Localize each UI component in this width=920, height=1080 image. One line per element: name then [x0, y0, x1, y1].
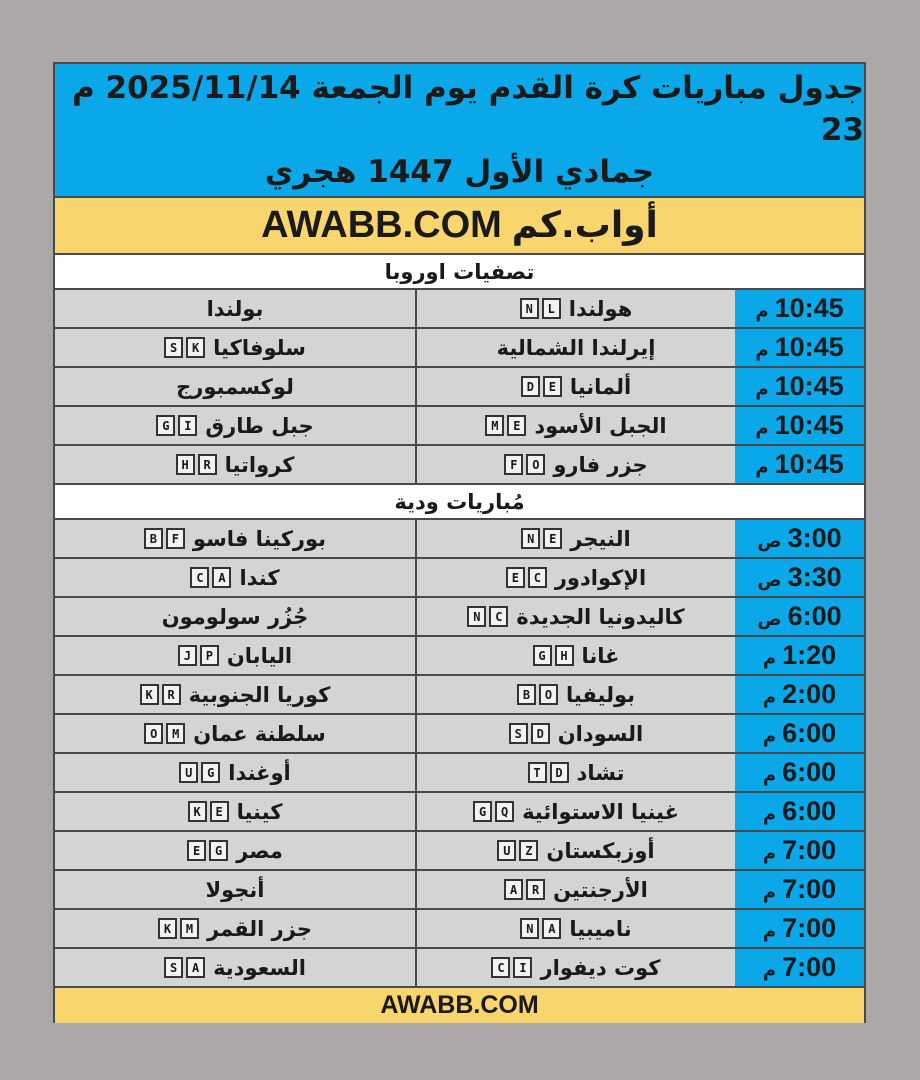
match-ampm: م	[762, 648, 777, 669]
flag-letter: C	[190, 567, 209, 588]
flag-letter: N	[467, 606, 486, 627]
away-team-name: جزر القمر	[207, 916, 312, 941]
flag-letter: Q	[495, 801, 514, 822]
page-title: جدول مباريات كرة القدم يوم الجمعة 2025/11/14 م 23	[72, 70, 864, 148]
flag-letter: R	[198, 454, 217, 475]
home-team-cell	[415, 910, 735, 947]
match-time: 2:00	[782, 679, 837, 709]
away-team-name: بولندا	[206, 296, 264, 321]
flag-letter: M	[485, 415, 504, 436]
flag-letter: E	[543, 376, 562, 397]
home-team-name: النيجر	[570, 526, 631, 551]
match-time-cell	[735, 446, 864, 483]
home-team-name: الإكوادور	[554, 565, 647, 590]
home-team-cell	[415, 637, 735, 674]
flag-code-icon	[517, 684, 558, 705]
flag-code-icon	[190, 567, 231, 588]
flag-letter: K	[158, 918, 177, 939]
flag-letter: O	[526, 454, 545, 475]
match-time-cell	[735, 949, 864, 986]
match-ampm: م	[762, 882, 777, 903]
flag-letter: S	[509, 723, 528, 744]
flag-letter: D	[550, 762, 569, 783]
flag-code-icon	[178, 645, 219, 666]
match-time-cell	[735, 407, 864, 444]
away-team-name: سلطنة عمان	[193, 721, 326, 746]
home-team-name: الأرجنتين	[553, 877, 648, 902]
match-row	[55, 407, 864, 446]
flag-letter: Z	[519, 840, 538, 861]
flag-letter: K	[186, 337, 205, 358]
flag-letter: J	[178, 645, 197, 666]
home-team-name: أوزبكستان	[546, 838, 655, 863]
match-time-cell	[735, 290, 864, 327]
home-team-cell	[415, 329, 735, 366]
flag-letter: A	[504, 879, 523, 900]
match-ampm: م	[762, 804, 777, 825]
page-subtitle: جمادي الأول 1447 هجري	[264, 154, 655, 190]
away-team-cell	[55, 329, 415, 366]
match-row	[55, 637, 864, 676]
flag-letter: K	[188, 801, 207, 822]
flag-letter: A	[186, 957, 205, 978]
flag-letter: C	[528, 567, 547, 588]
away-team-name: أوغندا	[228, 760, 291, 785]
match-ampm: م	[762, 726, 777, 747]
match-time: 6:00	[782, 718, 837, 748]
match-row	[55, 329, 864, 368]
match-time-cell	[735, 793, 864, 830]
flag-letter: C	[491, 957, 510, 978]
flag-letter: N	[521, 528, 540, 549]
home-team-name: هولندا	[568, 296, 633, 321]
match-time: 10:45	[774, 371, 844, 401]
flag-letter: G	[209, 840, 228, 861]
flag-letter: K	[140, 684, 159, 705]
title-block	[55, 64, 864, 198]
home-team-name: غانا	[581, 643, 620, 668]
flag-code-icon	[528, 762, 569, 783]
match-time: 7:00	[782, 874, 837, 904]
match-ampm: م	[755, 301, 769, 322]
flag-letter: P	[200, 645, 219, 666]
match-ampm: م	[762, 921, 777, 942]
home-team-cell	[415, 559, 735, 596]
flag-letter: E	[210, 801, 229, 822]
section-header: مُباريات ودية	[55, 485, 864, 520]
home-team-cell	[415, 754, 735, 791]
flag-letter: H	[555, 645, 574, 666]
match-time: 7:00	[782, 913, 837, 943]
section-header: تصفيات اوروبا	[55, 255, 864, 290]
flag-code-icon	[504, 454, 545, 475]
away-team-cell	[55, 368, 415, 405]
match-ampm: م	[755, 418, 769, 439]
match-time-cell	[735, 520, 864, 557]
away-team-name: كينيا	[236, 799, 283, 824]
away-team-cell	[55, 715, 415, 752]
flag-letter: G	[473, 801, 492, 822]
brand-bar	[55, 198, 864, 255]
match-row	[55, 446, 864, 485]
flag-code-icon	[509, 723, 550, 744]
match-ampm: م	[755, 379, 769, 400]
match-time: 3:00	[787, 523, 842, 553]
flag-code-icon	[520, 298, 561, 319]
match-time: 7:00	[782, 952, 837, 982]
away-team-cell	[55, 871, 415, 908]
flag-letter: I	[178, 415, 197, 436]
match-ampm: م	[762, 765, 777, 786]
flag-letter: B	[144, 528, 163, 549]
home-team-cell	[415, 832, 735, 869]
away-team-name: السعودية	[213, 955, 306, 980]
home-team-cell	[415, 793, 735, 830]
flag-code-icon	[521, 528, 562, 549]
flag-letter: U	[497, 840, 516, 861]
home-team-cell	[415, 290, 735, 327]
flag-code-icon	[504, 879, 545, 900]
home-team-cell	[415, 368, 735, 405]
match-ampm: م	[755, 457, 769, 478]
match-time: 6:00	[782, 757, 837, 787]
away-team-cell	[55, 520, 415, 557]
away-team-name: جبل طارق	[205, 413, 314, 438]
flag-code-icon	[467, 606, 508, 627]
match-time-cell	[735, 754, 864, 791]
flag-code-icon	[144, 723, 185, 744]
flag-letter: D	[521, 376, 540, 397]
flag-code-icon	[520, 918, 561, 939]
flag-letter: A	[542, 918, 561, 939]
flag-code-icon	[164, 337, 205, 358]
away-team-cell	[55, 559, 415, 596]
flag-letter: S	[164, 337, 183, 358]
match-time-cell	[735, 715, 864, 752]
match-time-cell	[735, 368, 864, 405]
match-time: 10:45	[774, 410, 844, 440]
home-team-cell	[415, 949, 735, 986]
flag-letter: T	[528, 762, 547, 783]
away-team-cell	[55, 407, 415, 444]
match-time-cell	[735, 559, 864, 596]
brand-arabic: أواب.كم	[511, 205, 658, 246]
home-team-cell	[415, 715, 735, 752]
flag-code-icon	[140, 684, 181, 705]
home-team-name: بوليفيا	[565, 682, 636, 707]
flag-code-icon	[179, 762, 220, 783]
flag-letter: M	[180, 918, 199, 939]
flag-letter: O	[144, 723, 163, 744]
flag-code-icon	[473, 801, 514, 822]
match-ampm: م	[755, 340, 769, 361]
match-time-cell	[735, 676, 864, 713]
away-team-name: مصر	[236, 838, 283, 863]
away-team-cell	[55, 598, 415, 635]
flag-letter: G	[201, 762, 220, 783]
match-time: 10:45	[774, 293, 844, 323]
flag-code-icon	[176, 454, 217, 475]
home-team-cell	[415, 446, 735, 483]
flag-letter: L	[542, 298, 561, 319]
match-time: 10:45	[774, 449, 844, 479]
match-time-cell	[735, 598, 864, 635]
match-row	[55, 793, 864, 832]
home-team-name: السودان	[557, 721, 644, 746]
flag-letter: E	[507, 415, 526, 436]
match-time-cell	[735, 329, 864, 366]
footer-brand: AWABB.COM	[55, 988, 864, 1023]
home-team-cell	[415, 598, 735, 635]
flag-letter: O	[539, 684, 558, 705]
home-team-name: ألمانيا	[569, 374, 632, 399]
home-team-cell	[415, 407, 735, 444]
away-team-name: سلوفاكيا	[213, 335, 306, 360]
flag-letter: G	[156, 415, 175, 436]
away-team-cell	[55, 832, 415, 869]
flag-code-icon	[164, 957, 205, 978]
flag-code-icon	[144, 528, 185, 549]
flag-letter: N	[520, 298, 539, 319]
match-time: 7:00	[782, 835, 837, 865]
match-row	[55, 871, 864, 910]
away-team-name: اليابان	[226, 643, 293, 668]
away-team-cell	[55, 949, 415, 986]
home-team-name: جزر فارو	[553, 452, 648, 477]
home-team-name: ناميبيا	[569, 916, 632, 941]
match-row	[55, 598, 864, 637]
flag-code-icon	[187, 840, 228, 861]
flag-letter: U	[179, 762, 198, 783]
home-team-name: غينيا الاستوائية	[522, 799, 679, 824]
flag-letter: N	[520, 918, 539, 939]
flag-letter: D	[531, 723, 550, 744]
match-ampm: م	[762, 687, 777, 708]
flag-letter: I	[513, 957, 532, 978]
match-sections	[55, 255, 864, 988]
flag-letter: M	[166, 723, 185, 744]
match-row	[55, 832, 864, 871]
flag-letter: H	[176, 454, 195, 475]
match-ampm: م	[762, 843, 777, 864]
match-time-cell	[735, 832, 864, 869]
away-team-name: كندا	[239, 565, 280, 590]
away-team-name: كرواتيا	[224, 452, 295, 477]
match-row	[55, 290, 864, 329]
home-team-name: كاليدونيا الجديدة	[516, 604, 685, 629]
match-time: 6:00	[787, 601, 842, 631]
flag-letter: R	[526, 879, 545, 900]
flag-code-icon	[533, 645, 574, 666]
match-time: 10:45	[774, 332, 844, 362]
flag-letter: E	[506, 567, 525, 588]
flag-letter: C	[489, 606, 508, 627]
home-team-name: كوت ديفوار	[540, 955, 661, 980]
away-team-name: لوكسمبورج	[176, 374, 294, 399]
flag-letter: F	[166, 528, 185, 549]
brand-latin: AWABB.COM	[261, 204, 502, 246]
away-team-cell	[55, 910, 415, 947]
away-team-cell	[55, 676, 415, 713]
away-team-cell	[55, 793, 415, 830]
home-team-name: إيرلندا الشمالية	[496, 335, 656, 360]
match-time: 3:30	[787, 562, 842, 592]
away-team-cell	[55, 446, 415, 483]
away-team-cell	[55, 290, 415, 327]
away-team-name: بوركينا فاسو	[192, 526, 327, 551]
match-time-cell	[735, 910, 864, 947]
home-team-name: الجبل الأسود	[534, 413, 667, 438]
match-ampm: ص	[757, 570, 782, 591]
flag-letter: E	[187, 840, 206, 861]
away-team-name: جُزُر سولومون	[161, 604, 309, 629]
match-ampm: م	[762, 960, 777, 981]
match-time-cell	[735, 871, 864, 908]
away-team-name: كوريا الجنوبية	[188, 682, 331, 707]
match-time: 1:20	[782, 640, 837, 670]
match-row	[55, 676, 864, 715]
flag-code-icon	[156, 415, 197, 436]
flag-letter: G	[533, 645, 552, 666]
match-ampm: ص	[757, 531, 782, 552]
match-time-cell	[735, 637, 864, 674]
schedule-card	[53, 62, 866, 1023]
match-ampm: ص	[757, 609, 782, 630]
away-team-cell	[55, 754, 415, 791]
flag-letter: F	[504, 454, 523, 475]
match-row	[55, 559, 864, 598]
flag-code-icon	[497, 840, 538, 861]
flag-code-icon	[485, 415, 526, 436]
match-row	[55, 910, 864, 949]
match-row	[55, 754, 864, 793]
flag-letter: S	[164, 957, 183, 978]
match-row	[55, 949, 864, 988]
flag-code-icon	[188, 801, 229, 822]
match-row	[55, 715, 864, 754]
home-team-cell	[415, 871, 735, 908]
flag-letter: E	[543, 528, 562, 549]
home-team-name: تشاد	[576, 760, 625, 785]
flag-letter: R	[162, 684, 181, 705]
home-team-cell	[415, 520, 735, 557]
flag-code-icon	[521, 376, 562, 397]
match-row	[55, 368, 864, 407]
match-time: 6:00	[782, 796, 837, 826]
flag-letter: B	[517, 684, 536, 705]
flag-code-icon	[506, 567, 547, 588]
away-team-cell	[55, 637, 415, 674]
flag-letter: A	[212, 567, 231, 588]
home-team-cell	[415, 676, 735, 713]
flag-code-icon	[158, 918, 199, 939]
flag-code-icon	[491, 957, 532, 978]
match-row	[55, 520, 864, 559]
away-team-name: أنجولا	[205, 877, 265, 902]
